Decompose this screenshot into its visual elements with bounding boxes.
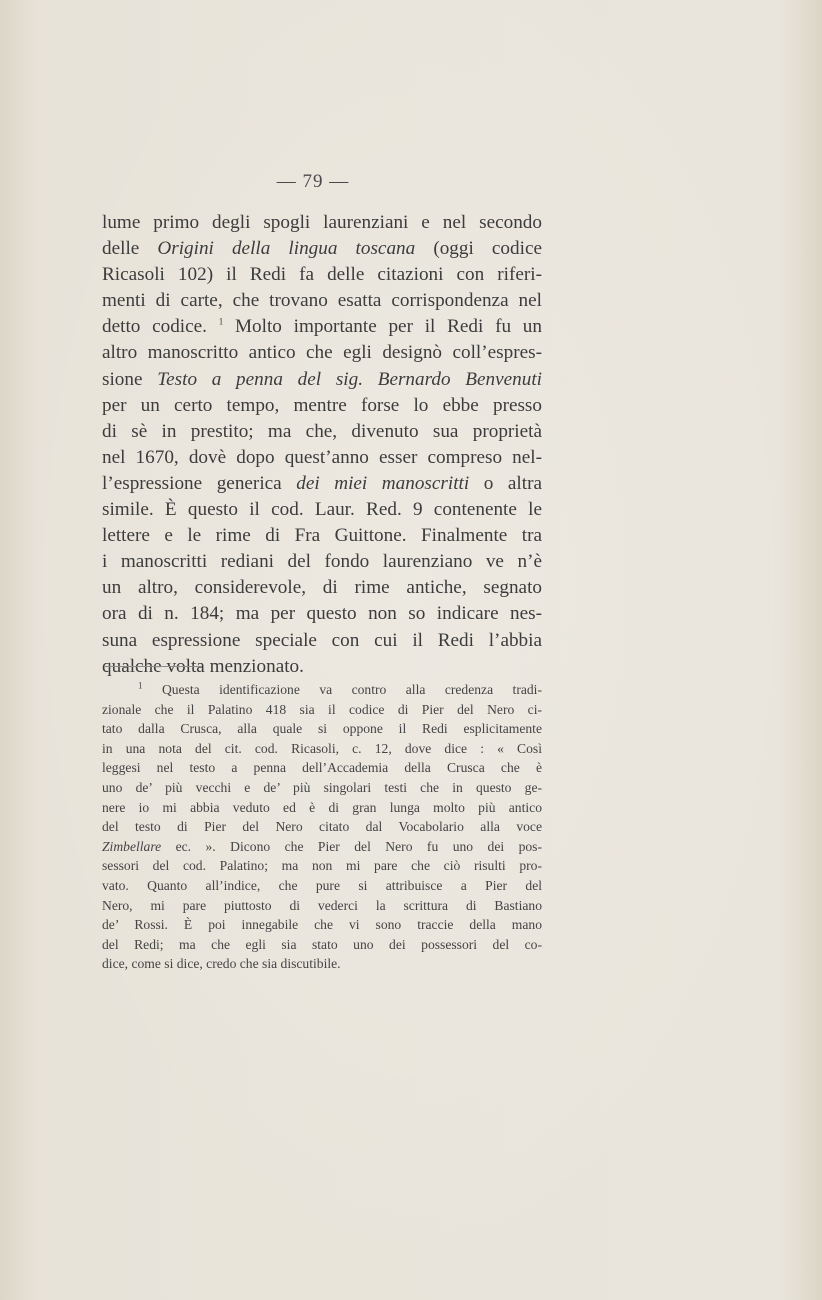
text-line: [102, 236, 542, 262]
page-number: — 79 —: [276, 171, 350, 192]
footnote-marker: 1: [218, 316, 224, 327]
footnote-line: [102, 758, 542, 778]
text-run: leggesi nel testo a penna dell’Accademia della Crusca che è: [102, 760, 542, 776]
text-run: i manoscritti rediani del fondo laurenziano ve n’è: [102, 551, 542, 573]
footnote-line: [102, 798, 542, 818]
text-run: suna espressione speciale con cui il Redi l’abbia: [102, 629, 542, 651]
text-run: del Redi; ma che egli sia stato uno dei possessori del co-: [102, 936, 542, 952]
text-line: [102, 393, 542, 419]
text-run: dice, come si dice, credo che sia discutibile.: [102, 956, 341, 972]
footnote-marker: 1: [138, 680, 143, 691]
text-run: detto codice.: [102, 316, 219, 338]
footnote-line: [102, 700, 542, 720]
text-run: tato dalla Crusca, alla quale si oppone il Redi esplicitamente: [102, 721, 542, 737]
text-run: sessori del cod. Palatino; ma non mi pare che ciò risulti pro-: [102, 858, 542, 874]
footnote-line: [102, 856, 542, 876]
footnote-line: [102, 739, 542, 759]
text-run: nere io mi abbia veduto ed è di gran lunga molto più antico: [102, 799, 542, 815]
text-run: qualche volta menzionato.: [102, 655, 304, 677]
text-run: simile. È questo il cod. Laur. Red. 9 contenente le: [102, 499, 542, 521]
footnote-line: [102, 876, 542, 896]
footnote: [102, 680, 542, 974]
text-run: ora di n. 184; ma per questo non so indicare nes-: [102, 603, 542, 625]
text-run: in una nota del cit. cod. Ricasoli, c. 12, dove dice : « Così: [102, 740, 542, 756]
text-run: (oggi codice: [415, 238, 542, 260]
text-run: uno de’ più vecchi e de’ più singolari testi che in questo ge-: [102, 779, 542, 795]
footnote-line: [102, 954, 542, 974]
text-line: [102, 210, 542, 236]
footnote-line: [102, 778, 542, 798]
text-run: Questa identificazione va contro alla credenza tradi-: [142, 682, 542, 697]
text-line: [102, 288, 542, 314]
text-run: ec. ». Dicono che Pier del Nero fu uno dei pos-: [161, 838, 542, 854]
text-run: per un certo tempo, mentre forse lo ebbe presso: [102, 394, 542, 416]
main-text: [102, 210, 542, 680]
text-run: sione: [102, 368, 158, 390]
text-run: Ricasoli 102) il Redi fa delle citazioni con riferi-: [102, 264, 542, 286]
footnote-line: [102, 896, 542, 916]
italic-text: Zimbellare: [102, 838, 162, 854]
text-line: [102, 628, 542, 654]
text-run: Nero, mi pare piuttosto di vederci la scrittura di Bastiano: [102, 897, 542, 913]
text-run: di sè in prestito; ma che, divenuto sua proprietà: [102, 420, 542, 442]
text-line: [102, 471, 542, 497]
text-run: o altra: [469, 472, 542, 494]
text-run: lettere e le rime di Fra Guittone. Finalmente tra: [102, 525, 542, 547]
text-run: Molto importante per il Redi fu un: [223, 316, 542, 338]
text-line: [102, 419, 542, 445]
italic-text: Origini della lingua toscana: [157, 238, 416, 260]
text-run: lume primo degli spogli laurenziani e nel secondo: [102, 212, 542, 233]
footnote-line: [102, 719, 542, 739]
text-run: delle: [102, 238, 158, 260]
text-run: vato. Quanto all’indice, che pure si attribuisce a Pier del: [102, 877, 542, 893]
text-line: [102, 445, 542, 471]
italic-text: dei miei manoscritti: [296, 472, 470, 494]
footnote-line: [102, 935, 542, 955]
text-run: nel 1670, dovè dopo quest’anno esser compreso nel-: [102, 446, 542, 468]
text-line: [102, 601, 542, 627]
footnote-line: [102, 837, 542, 857]
text-line: [102, 497, 542, 523]
text-line: [102, 549, 542, 575]
footnote-line: [102, 817, 542, 837]
text-run: altro manoscritto antico che egli designò coll’espres-: [102, 342, 542, 364]
text-run: menti di carte, che trovano esatta corrispondenza nel: [102, 290, 542, 312]
footnote-line: [102, 915, 542, 935]
text-run: un altro, considerevole, di rime antiche, segnato: [102, 577, 542, 599]
text-line: [102, 575, 542, 601]
text-line: [102, 314, 542, 340]
footnote-separator: [104, 666, 202, 667]
text-line: [102, 367, 542, 393]
text-line: [102, 523, 542, 549]
footnote-line: [102, 680, 542, 700]
text-run: del testo di Pier del Nero citato dal Vocabolario alla voce: [102, 819, 542, 835]
italic-text: Testo a penna del sig. Bernardo Benvenuti: [157, 368, 542, 390]
text-line: [102, 340, 542, 366]
text-run: l’espressione generica: [102, 472, 297, 494]
text-line: [102, 262, 542, 288]
text-run: zionale che il Palatino 418 sia il codice di Pier del Nero ci-: [102, 701, 542, 717]
text-run: de’ Rossi. È poi innegabile che vi sono traccie della mano: [102, 917, 542, 933]
